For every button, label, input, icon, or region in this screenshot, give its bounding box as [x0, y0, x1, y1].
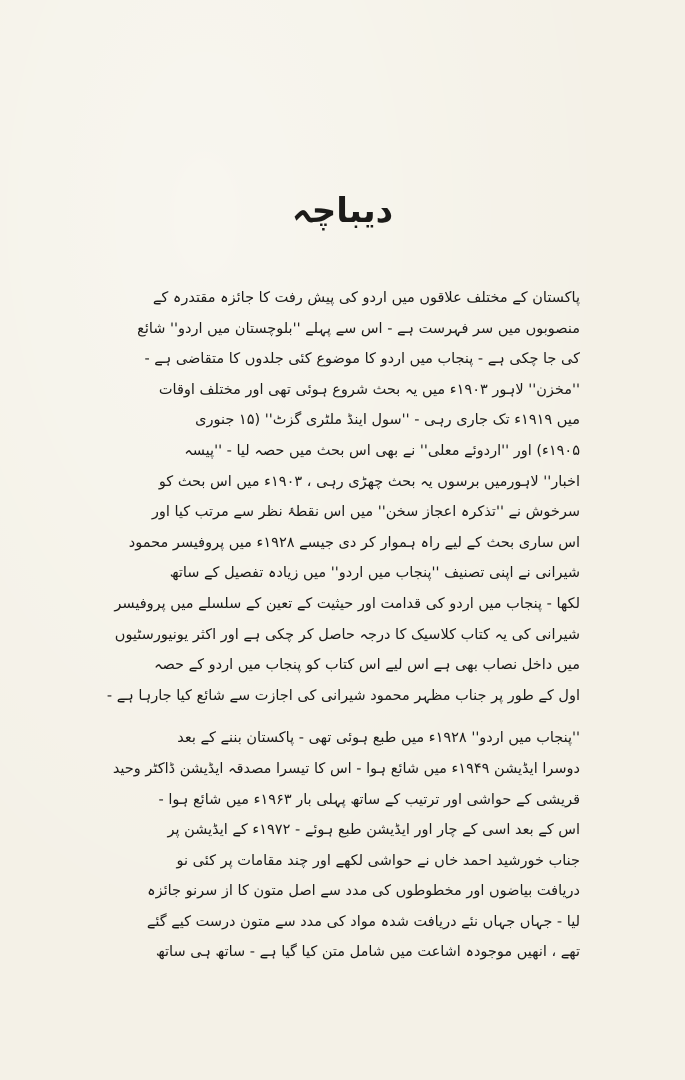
- page-title: دیباچہ: [291, 191, 394, 231]
- text-line: لکھا - پنجاب میں اردو کی قدامت اور حیثیت کے تعین کے سلسلے میں پروفیسر: [114, 595, 580, 612]
- text-line: سرخوش نے ''تذکرہ اعجاز سخن'' میں اس نقطۂ نظر سے مرتب کیا اور: [151, 504, 580, 521]
- text-line: کی جا چکی ہے - پنجاب میں اردو کا موضوع کئی جلدوں کا متقاضی ہے -: [144, 351, 580, 368]
- text-line: اس کے بعد اسی کے چار اور ایڈیشن طبع ہوئے - ۱۹۷۲ء کے ایڈیشن پر: [167, 822, 580, 839]
- text-line: شیرانی کی یہ کتاب کلاسیک کا درجہ حاصل کر چکی ہے اور اکثر یونیورسٹیوں: [114, 626, 580, 643]
- paragraph-2: [85, 723, 580, 968]
- text-line: ۱۹۰۵ء) اور ''اردوئے معلی'' نے بھی اس بحث میں حصہ لیا - ''پیسہ: [184, 442, 580, 459]
- text-line: لیا - جہاں جہاں نئے دریافت شدہ مواد کی مدد سے متون درست کیے گئے: [146, 913, 580, 930]
- text-line: تھے ، انھیں موجودہ اشاعت میں شامل متن کیا گیا ہے - ساتھ ہی ساتھ: [155, 944, 580, 961]
- text-line: پاکستان کے مختلف علاقوں میں اردو کی پیش رفت کا جائزہ مقتدرہ کے: [152, 290, 580, 306]
- text-line: جناب خورشید احمد خاں نے حواشی لکھے اور چند مقامات پر کئی نو: [176, 852, 580, 869]
- text-line: اس ساری بحث کے لیے راہ ہموار کر دی جیسے ۱۹۲۸ء میں پروفیسر محمود: [128, 534, 580, 551]
- text-line: اخبار'' لاہورمیں برسوں یہ بحث چھڑی رہی ، ۱۹۰۳ء میں اس بحث کو: [158, 473, 580, 490]
- text-line: منصوبوں میں سر فہرست ہے - اس سے پہلے ''بلوچستان میں اردو'' شائع: [137, 320, 580, 337]
- bleed-through-text: [485, 98, 635, 258]
- paragraph-gap: [85, 711, 580, 723]
- text-line: میں داخل نصاب بھی ہے اس لیے اس کتاب کو پنجاب میں اردو کے حصہ: [153, 657, 580, 674]
- text-line: ''پنجاب میں اردو'' ۱۹۲۸ء میں طبع ہوئی تھی - پاکستان بننے کے بعد: [177, 730, 580, 747]
- text-line: اول کے طور پر جناب مظہر محمود شیرانی کی اجازت سے شائع کیا جارہا ہے -: [106, 687, 580, 704]
- text-line: شیرانی نے اپنی تصنیف ''پنجاب میں اردو'' میں زیادہ تفصیل کے ساتھ: [169, 565, 580, 582]
- paragraph-1: [85, 283, 580, 711]
- text-line: دریافت بیاضوں اور مخطوطوں کی مدد سے اصل متون کا از سرنو جائزہ: [147, 883, 580, 900]
- text-line: دوسرا ایڈیشن ۱۹۴۹ء میں شائع ہوا - اس کا تیسرا مصدقہ ایڈیشن ڈاکٹر وحید: [112, 760, 580, 777]
- text-line: قریشی کے حواشی اور ترتیب کے ساتھ پہلی بار ۱۹۶۳ء میں شائع ہوا -: [158, 791, 580, 808]
- text-line: میں ۱۹۱۹ء تک جاری رہی - ''سول اینڈ ملٹری گزٹ'' (۱۵ جنوری: [195, 412, 580, 429]
- text-line: ''مخزن'' لاہور ۱۹۰۳ء میں یہ بحث شروع ہوئی تھی اور مختلف اوقات: [158, 381, 580, 398]
- document-body: [85, 283, 580, 968]
